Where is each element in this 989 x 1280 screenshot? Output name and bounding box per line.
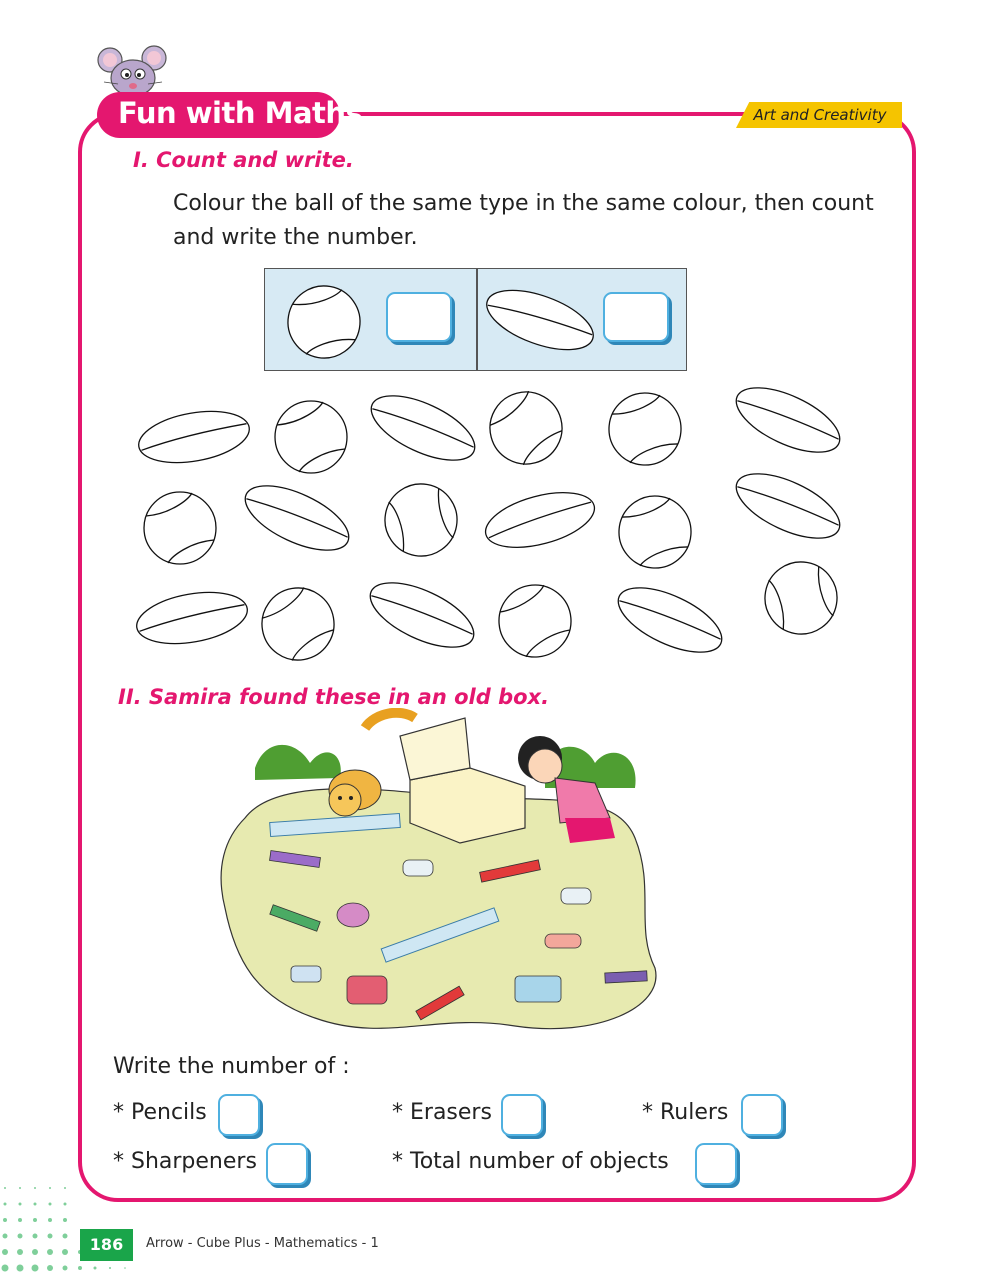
- total-label: * Total number of objects: [392, 1149, 669, 1174]
- rulers-label: * Rulers: [642, 1100, 729, 1125]
- section1-heading: I. Count and write.: [133, 148, 354, 172]
- erasers-count-box[interactable]: [501, 1094, 543, 1136]
- pencils-label: * Pencils: [113, 1100, 207, 1125]
- oval-ball-count-box[interactable]: [603, 292, 669, 342]
- oval-ball-icon: [361, 570, 483, 661]
- round-ball-icon: [759, 556, 842, 639]
- erasers-label: * Erasers: [392, 1100, 492, 1125]
- round-ball-count-box[interactable]: [386, 292, 452, 342]
- sharpeners-label: * Sharpeners: [113, 1149, 257, 1174]
- pencils-count-box[interactable]: [218, 1094, 260, 1136]
- oval-ball-icon: [133, 585, 252, 652]
- legend-round-ball-icon: [282, 280, 365, 363]
- round-ball-icon: [496, 582, 574, 660]
- section1-instruction: Colour the ball of the same type in the same colour, then count and write the number.: [173, 191, 874, 250]
- category-tag-label: Art and Creativity: [753, 106, 887, 124]
- oval-ball-icon: [135, 404, 254, 471]
- write-label: Write the number of :: [113, 1054, 350, 1079]
- page-title: Fun with Maths: [118, 96, 363, 130]
- section2-heading: II. Samira found these in an old box.: [118, 685, 550, 709]
- total-count-box[interactable]: [695, 1143, 737, 1185]
- round-ball-icon: [275, 401, 347, 473]
- oval-ball-icon: [480, 482, 601, 557]
- round-ball-icon: [606, 390, 684, 468]
- legend-oval-ball-icon: [479, 278, 601, 361]
- oval-ball-icon: [727, 375, 849, 466]
- oval-ball-icon: [236, 473, 358, 564]
- old-box-scene-illustration: [215, 708, 665, 1043]
- round-ball-icon: [482, 384, 570, 472]
- round-ball-icon: [379, 478, 462, 561]
- book-title: Arrow - Cube Plus - Mathematics - 1: [146, 1236, 379, 1251]
- oval-ball-icon: [727, 461, 849, 552]
- round-ball-icon: [616, 493, 694, 571]
- oval-ball-icon: [362, 383, 484, 474]
- round-ball-icon: [256, 582, 339, 665]
- oval-ball-icon: [609, 575, 731, 666]
- rulers-count-box[interactable]: [741, 1094, 783, 1136]
- sharpeners-count-box[interactable]: [266, 1143, 308, 1185]
- round-ball-icon: [144, 492, 216, 564]
- page-number: 186: [80, 1229, 133, 1261]
